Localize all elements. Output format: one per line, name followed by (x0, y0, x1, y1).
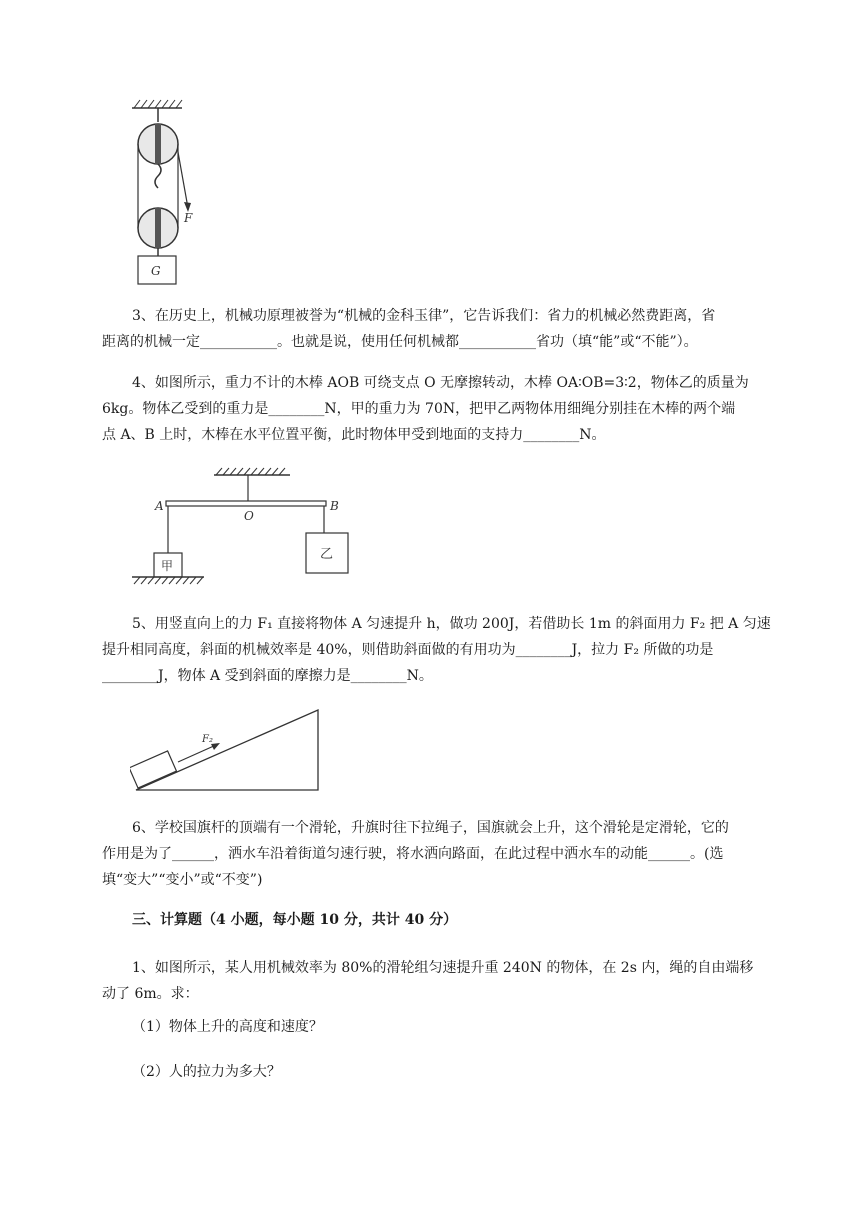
question-3-line: 距离的机械一定___________。也就是说，使用任何机械都___________省功（填“能”或“不能”）。 (102, 334, 698, 350)
question-3 (102, 303, 808, 355)
incline-force-label: F₂ (202, 734, 213, 745)
calc-question-1-sub-1 (102, 1014, 808, 1040)
question-5-line: ________J，物体 A 受到斜面的摩擦力是________N。 (102, 668, 433, 684)
question-5-line: 提升相同高度，斜面的机械效率是 40%，则借助斜面做的有用功为________J，拉力 F₂ 所做的功是 (102, 642, 714, 658)
question-3-line: 3、在历史上，机械功原理被誉为“机械的金科玉律”，它告诉我们：省力的机械必然费距离，省 (132, 308, 716, 324)
lever-block-right-label: 乙 (320, 547, 334, 562)
question-5 (102, 611, 808, 689)
pulley-figure (120, 96, 210, 290)
question-4-line: 6kg。物体乙受到的重力是________N，甲的重力为 70N，把甲乙两物体用细绳分别挂在木棒的两个端 (102, 401, 736, 417)
sub-question-text: （1）物体上升的高度和速度？ (132, 1019, 323, 1035)
question-6 (102, 815, 808, 893)
question-5-line: 5、用竖直向上的力 F₁ 直接将物体 A 匀速提升 h，做功 200J，若借助长 1m 的斜面用力 F₂ 把 A 匀速 (132, 616, 771, 632)
calc-question-1 (102, 955, 808, 1007)
lever-label-a: A (155, 499, 164, 513)
lever-label-b: B (330, 499, 339, 513)
calc-question-1-line: 1、如图所示，某人用机械效率为 80%的滑轮组匀速提升重 240N 的物体，在 2s 内，绳的自由端移 (132, 960, 754, 976)
question-4-line: 4、如图所示，重力不计的木棒 AOB 可绕支点 O 无摩擦转动，木棒 OA∶OB=3∶2，物体乙的质量为 (132, 375, 749, 391)
calc-question-1-line: 动了 6m。求： (102, 986, 199, 1002)
question-6-line: 填“变大”“变小”或“不变”) (102, 872, 263, 888)
question-6-line: 作用是为了______，洒水车沿着街道匀速行驶，将水洒向路面，在此过程中洒水车的动能______。(选 (102, 846, 724, 862)
question-4 (102, 370, 808, 448)
question-4-line: 点 A、B 上时，木棒在水平位置平衡，此时物体甲受到地面的支持力________N。 (102, 427, 606, 443)
question-6-line: 6、学校国旗杆的顶端有一个滑轮，升旗时往下拉绳子，国旗就会上升，这个滑轮是定滑轮，它的 (132, 820, 729, 836)
lever-label-o: O (244, 509, 254, 523)
section-3-heading (102, 907, 808, 933)
calc-question-1-sub-2 (102, 1059, 808, 1085)
sub-question-text: （2）人的拉力为多大？ (132, 1064, 281, 1080)
lever-figure (128, 465, 358, 590)
pulley-load-label: G (151, 264, 161, 278)
incline-figure (130, 704, 325, 796)
pulley-force-label: F (184, 211, 193, 225)
section-3-title: 三、计算题（4 小题，每小题 10 分，共计 40 分） (132, 912, 458, 928)
lever-block-left-label: 甲 (161, 559, 174, 573)
